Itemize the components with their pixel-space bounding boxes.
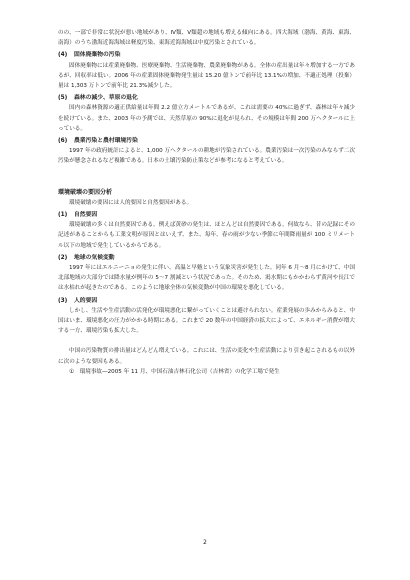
paragraph-forest-grassland: 国内の森林資源の適正供給量は年間 2.2 億立方メートルであるが、これは需要の 40%に過ぎず、森林は年々減少を続けている。また、2003 年の予測では、天然草原の 90%に退化が見られ、その規模は年間 200 万ヘクタールに上っている。 [58,105,355,132]
paragraph-emissions: 中国の汚染物質の排出量はどんどん増えている。これには、生活の変化や生産活動により引き起こされるもの以外に次のような要因もある。 [58,348,355,365]
paragraph-water-pollution-end: のの、一部で非常に状況が悪い地域があり、Ⅳ類、Ⅴ類超の地域も増える傾向にある。四大海域（渤海、黄海、東海、南海）のうち渤海近海海域は軽度汚染、東海近海海域は中度汚染とされている。 [58,30,355,47]
heading-number: (6) [58,138,68,145]
heading-number: (5) [58,95,68,102]
heading-forest-grassland [58,93,355,103]
heading-text: 農業汚染と農村環境汚染 [74,138,138,145]
heading-natural-causes [58,210,355,220]
heading-text: 地球の気候変動 [74,254,115,261]
heading-number: (1) [58,212,68,219]
list-item-environmental-accident [58,367,355,377]
paragraph-climate-change: 1997 年にはエルニーニョの発生に伴い、高温と早魃という気象災害が発生した。同年 6 月～8 月にかけて、中国北部地域の大部分では降水量が例年の 5～7 割減という状況であった。そのため、渇水期にもかかわらず黄河や長江では水枯れが起きたのである。このように地球全体の気候変動が中国の環境を悪化している。 [58,265,355,292]
heading-number: (2) [58,254,68,261]
paragraph-human-causes: しかし、生活や生産活動の活発化が環境悪化に繋がっていくことは避けられない。産業発展の歩みからみると、中国はいま、環境悪化の圧力がかかる時期にある。これまで 20 数年の中国経済の拡大によって、エネルギー消費が増大する一方、環境汚染も拡大した。 [58,307,355,335]
list-marker: ① [69,368,75,375]
heading-solid-waste [58,50,355,60]
paragraph-agricultural-pollution: 1997 年の政府統計によると、1,000 万ヘクタールの耕地が汚染されている。農業汚染は一次汚染のみならず二次汚染が懸念されるなど複雑である。日本の土壌汚染防止策などが参考になると考えている。 [58,148,355,165]
heading-agricultural-pollution [58,136,355,146]
heading-text: 固体廃棄物の汚染 [74,52,121,59]
heading-number: (4) [58,52,68,59]
paragraph-cause-intro: 環境破壊の要因には人的要因と自然要因がある。 [69,199,193,206]
document-page [58,28,355,377]
list-item-text: 環境事故―2005 年 11 月、中国石油吉林石化公司（吉林省）の化学工場で発生 [79,368,280,375]
heading-climate-change [58,253,355,263]
heading-text: 人的要因 [74,297,98,304]
heading-human-causes [58,296,355,306]
page-number: 2 [203,540,207,546]
heading-number: (3) [58,297,68,304]
heading-text: 自然要因 [74,212,98,219]
heading-text: 森林の減少、草原の退化 [74,95,138,102]
section-title-cause-analysis: 環境破壊の要因分析 [58,188,113,196]
paragraph-natural-causes: 環境破壊の多くは自然要因である。例えば黄砂の発生は、ほとんどは自然要因である。何故なら、昔の記録にその記述があることからも工業文明が原因とはいえず、また、毎年、春の雨が少ない季節に年間降雨量が 100 ミリメートル以下の地域で発生しているからである。 [58,222,355,249]
paragraph-solid-waste: 固体廃棄物には産業廃棄物、医療廃棄物、生活廃棄物、農業廃棄物がある。全体の産出量は年々増加する一方であるが、回収率は低い。2006 年の産業固体廃棄物発生量は 15.20 億トンで前年比 13.1%の増加、不適正処理（投棄）量は 1,303 万トンで前年比 21.3%減少した。 [58,62,355,90]
